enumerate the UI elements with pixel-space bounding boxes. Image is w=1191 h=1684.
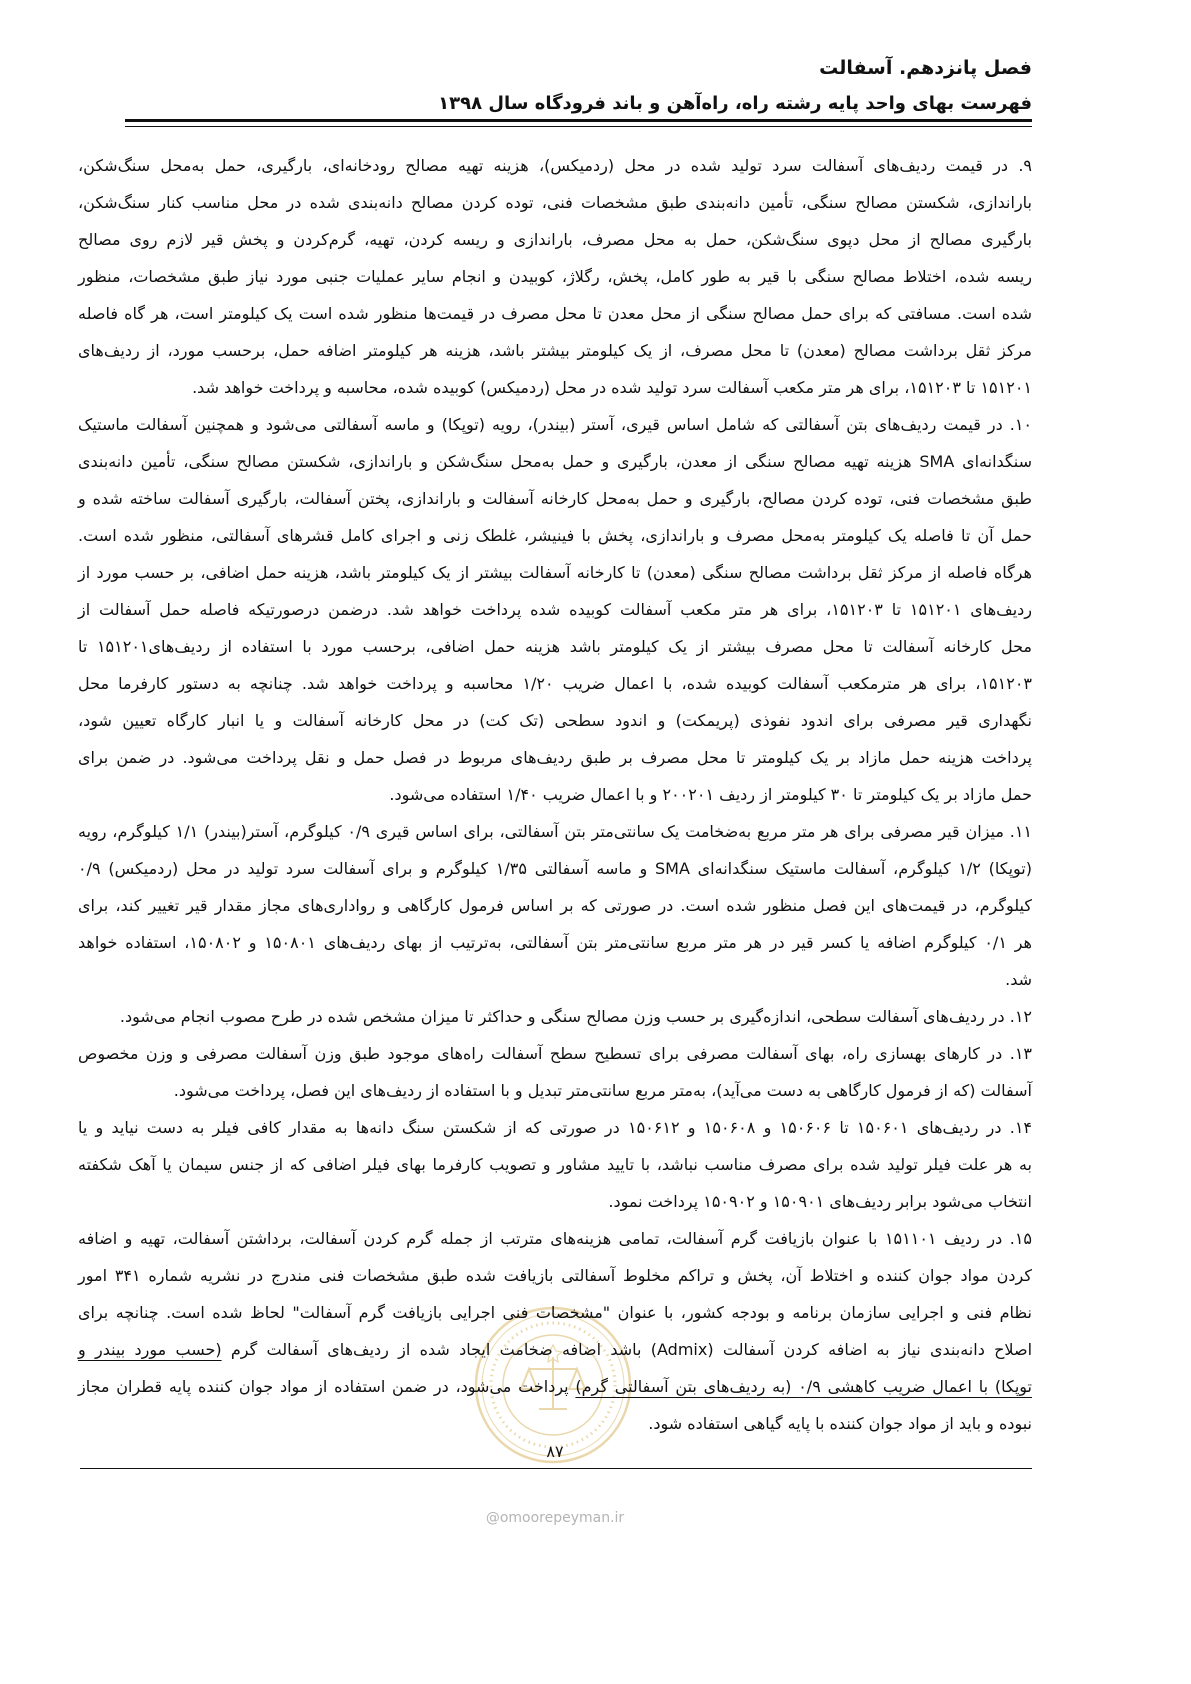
paragraph-line: ۱۰. در قیمت ردیف‌های بتن آسفالتی که شامل اساس قیری، آستر (بیندر)، رویه (توپکا) و ماسه آسفالتی می‌شود و همچنین آسفالت ماستیک [78, 415, 1032, 434]
underlined-segment: توپکا) با اعمال ضریب کاهشی ۰/۹ (به ردیف‌های بتن آسفالتی گرم) [575, 1377, 1033, 1396]
page-number: ۸۷ [546, 1442, 564, 1461]
paragraph-line [78, 1368, 1032, 1405]
paragraph-line: ۱۵۱۲۰۳، برای هر مترمکعب آسفالت کوبیده شده، با اعمال ضریب ۱/۲۰ محاسبه و پرداخت خواهد شد. چنانچه به دستور کارفرما محل [78, 674, 1033, 693]
paragraph-line: شده است. مسافتی که برای حمل مصالح سنگی از محل معدن تا محل مصرف در قیمت‌ها منظور شده است یک کیلومتر است، هر گاه فاصله [78, 304, 1032, 323]
paragraph-line: ۹. در قیمت ردیف‌های آسفالت سرد تولید شده در محل (ردمیکس)، هزینه تهیه مصالح رودخانه‌ای، بارگیری، حمل به‌محل سنگ‌شکن، [78, 156, 1032, 175]
underlined-segment: (حسب مورد بیندر و [78, 1340, 222, 1359]
paragraph-line: بارگیری مصالح از محل دپوی سنگ‌شکن، حمل به محل مصرف، باراندازی و ریسه کردن، تهیه، گرم‌کردن و پخش قیر لازم روی مصالح [78, 230, 1032, 249]
paragraph-line: پرداخت هزینه حمل مازاد بر یک کیلومتر تا محل مصرف بر طبق ردیف‌های مربوط در فصل حمل و نقل پرداخت می‌شود. در ضمن برای [78, 748, 1032, 767]
paragraph-9 [78, 147, 1032, 406]
paragraph-line: نگهداری قیر مصرفی برای اندود نفوذی (پریمکت) و اندود سطحی (تک کت) در محل کارخانه آسفالت و یا انبار کارگاه تعیین شود، [78, 711, 1032, 730]
paragraph-line: نظام فنی و اجرایی سازمان برنامه و بودجه کشور، با عنوان "مشخصات فنی اجرایی بازیافت گرم آسفالت" لحاظ شده است. چنانچه برای [78, 1303, 1032, 1322]
paragraph-line: ۱۳. در کارهای بهسازی راه، بهای آسفالت مصرفی برای تسطیح سطح آسفالت راه‌های موجود طبق وزن آسفالت مصرفی و وزن مخصوص [78, 1044, 1032, 1063]
paragraph-15 [78, 1220, 1032, 1442]
paragraph-line [78, 1331, 1032, 1368]
watermark-text: @omoorepeyman.ir [485, 1510, 625, 1526]
document-subtitle: فهرست بهای واحد پایه رشته راه، راه‌آهن و باند فرودگاه سال ۱۳۹۸ [438, 93, 1032, 114]
paragraph-line: ۱۵. در ردیف ۱۵۱۱۰۱ با عنوان بازیافت گرم آسفالت، تمامی هزینه‌های مترتب از جمله گرم کردن آسفالت، برداشتن آسفالت، تهیه و اضافه [78, 1229, 1032, 1248]
paragraph-line: ریسه شده، اختلاط مصالح سنگی با قیر به طور کامل، پخش، رگلاژ، کوبیدن و انجام سایر عملیات جنبی مورد نیاز طبق مشخصات، منظور [78, 267, 1032, 286]
paragraph-line: هرگاه فاصله از مرکز ثقل برداشت مصالح سنگی (معدن) تا کارخانه آسفالت بیشتر از یک کیلومتر باشد، هزینه حمل اضافی، بر حسب مورد از [78, 563, 1032, 582]
paragraph-line: انتخاب می‌شود برابر ردیف‌های ۱۵۰۹۰۱ و ۱۵۰۹۰۲ پرداخت نمود. [608, 1192, 1032, 1211]
paragraph-line: نبوده و باید از مواد جوان کننده با پایه گیاهی استفاده شود. [648, 1414, 1032, 1433]
paragraph-line: ۱۱. میزان قیر مصرفی برای هر متر مربع به‌ضخامت یک سانتی‌متر بتن آسفالتی، برای اساس قیری ۰/۹ کیلوگرم، آستر(بیندر) ۱/۱ کیلوگرم، رویه [78, 822, 1033, 841]
document-body [78, 147, 1032, 1442]
paragraph-12 [78, 998, 1032, 1035]
paragraph-line: ردیف‌های ۱۵۱۲۰۱ تا ۱۵۱۲۰۳، برای هر متر مکعب آسفالت کوبیده شده پرداخت خواهد شد. درضمن درصورتیکه فاصله حمل آسفالت از [78, 600, 1033, 619]
paragraph-line: مرکز ثقل برداشت مصالح (معدن) تا محل مصرف، از یک کیلومتر بیشتر باشد، هزینه هر کیلومتر اضافه حمل، برحسب مورد، از ردیف‌های [78, 341, 1032, 360]
paragraph-line: حمل مازاد بر یک کیلومتر تا ۳۰ کیلومتر از ردیف ۲۰۰۲۰۱ و با اعمال ضریب ۱/۴۰ استفاده می‌شود. [389, 785, 1032, 804]
footer-rule [80, 1468, 1032, 1469]
paragraph-line: ۱۴. در ردیف‌های ۱۵۰۶۰۱ تا ۱۵۰۶۰۶ و ۱۵۰۶۰۸ و ۱۵۰۶۱۲ در صورتی که از شکستن سنگ دانه‌ها به مقدار کافی فیلر به دست نیاید و یا [78, 1118, 1032, 1137]
paragraph-line: طبق مشخصات فنی، توده کردن مصالح، بارگیری و حمل به‌محل کارخانه آسفالت و باراندازی، پختن آسفالت، بارگیری آسفالت ساخته شده و [78, 489, 1032, 508]
line-segment: پرداخت می‌شود، در ضمن استفاده از مواد جوان کننده پایه قطران مجاز [78, 1377, 576, 1396]
paragraph-line: هر ۰/۱ کیلوگرم اضافه یا کسر قیر در هر متر مربع سانتی‌متر بتن آسفالتی، به‌ترتیب از بهای ردیف‌های ۱۵۰۸۰۱ و ۱۵۰۸۰۲، استفاده خواهد [78, 933, 1032, 952]
paragraph-line: ۱۵۱۲۰۱ تا ۱۵۱۲۰۳، برای هر متر مکعب آسفالت سرد تولید شده در محل (ردمیکس) کوبیده شده، محاسبه و پرداخت خواهد شد. [192, 378, 1032, 397]
paragraph-13 [78, 1035, 1032, 1109]
paragraph-line: شد. [1005, 970, 1032, 989]
paragraph-line: کردن مواد جوان کننده و اختلاط آن، پخش و تراکم مخلوط آسفالتی بازیافت شده طبق مشخصات فنی مندرج در نشریه شماره ۳۴۱ امور [78, 1266, 1033, 1285]
paragraph-10 [78, 406, 1032, 813]
paragraph-line: حمل آن تا فاصله یک کیلومتر به‌محل مصرف و باراندازی، پخش با فینیشر، غلطک زنی و اجرای کامل قشرهای آسفالتی، منظور شده است. [78, 526, 1032, 545]
paragraph-line: آسفالت (که از فرمول کارگاهی به دست می‌آید)، به‌متر مربع سانتی‌متر تبدیل و با استفاده از ردیف‌های این فصل، پرداخت می‌شود. [173, 1081, 1032, 1100]
paragraph-line: باراندازی، شکستن مصالح سنگی، تأمین دانه‌بندی طبق مشخصات فنی، توده کردن مصالح دانه‌بندی شده در محل مناسب کنار سنگ‌شکن، [78, 193, 1032, 212]
chapter-title: فصل پانزدهم. آسفالت [819, 57, 1032, 79]
paragraph-line: کیلوگرم، در قیمت‌های این فصل منظور شده است. در صورتی که بر اساس فرمول کارگاهی و رواداری‌های مجاز مقدار قیر تغییر کند، برای [78, 896, 1032, 915]
paragraph-11 [78, 813, 1032, 998]
paragraph-line: محل کارخانه آسفالت تا محل مصرف بیشتر از یک کیلومتر باشد هزینه حمل اضافی، برحسب مورد با استفاده از ردیف‌های۱۵۱۲۰۱ تا [78, 637, 1033, 656]
line-segment: اصلاح دانه‌بندی نیاز به اضافه کردن آسفالت (Admix) باشد اضافه ضخامت ایجاد شده از ردیف‌های آسفالت گرم [221, 1340, 1033, 1359]
header-rule-thick [125, 119, 1032, 122]
paragraph-line: سنگدانه‌ای SMA هزینه تهیه مصالح سنگی از معدن، بارگیری و حمل به‌محل سنگ‌شکن و باراندازی، شکستن مصالح سنگی، تأمین دانه‌بندی [78, 452, 1032, 471]
header-rule-thin [125, 126, 1032, 127]
paragraph-line: (توپکا) ۱/۲ کیلوگرم، آسفالت ماستیک سنگدانه‌ای SMA و ماسه آسفالتی ۱/۳۵ کیلوگرم و برای آسفالت سرد تولید در محل (ردمیکس) ۰/۹ [78, 859, 1033, 878]
paragraph-line: به هر علت فیلر تولید شده برای مصرف مناسب نباشد، با تایید مشاور و تصویب کارفرما بهای فیلر اضافی که از جنس سیمان یا آهک شکفته [78, 1155, 1032, 1174]
paragraph-14 [78, 1109, 1032, 1220]
paragraph-line: ۱۲. در ردیف‌های آسفالت سطحی، اندازه‌گیری بر حسب وزن مصالح سنگی و حداکثر تا میزان مشخص شده در طرح مصوب انجام می‌شود. [119, 1007, 1032, 1026]
